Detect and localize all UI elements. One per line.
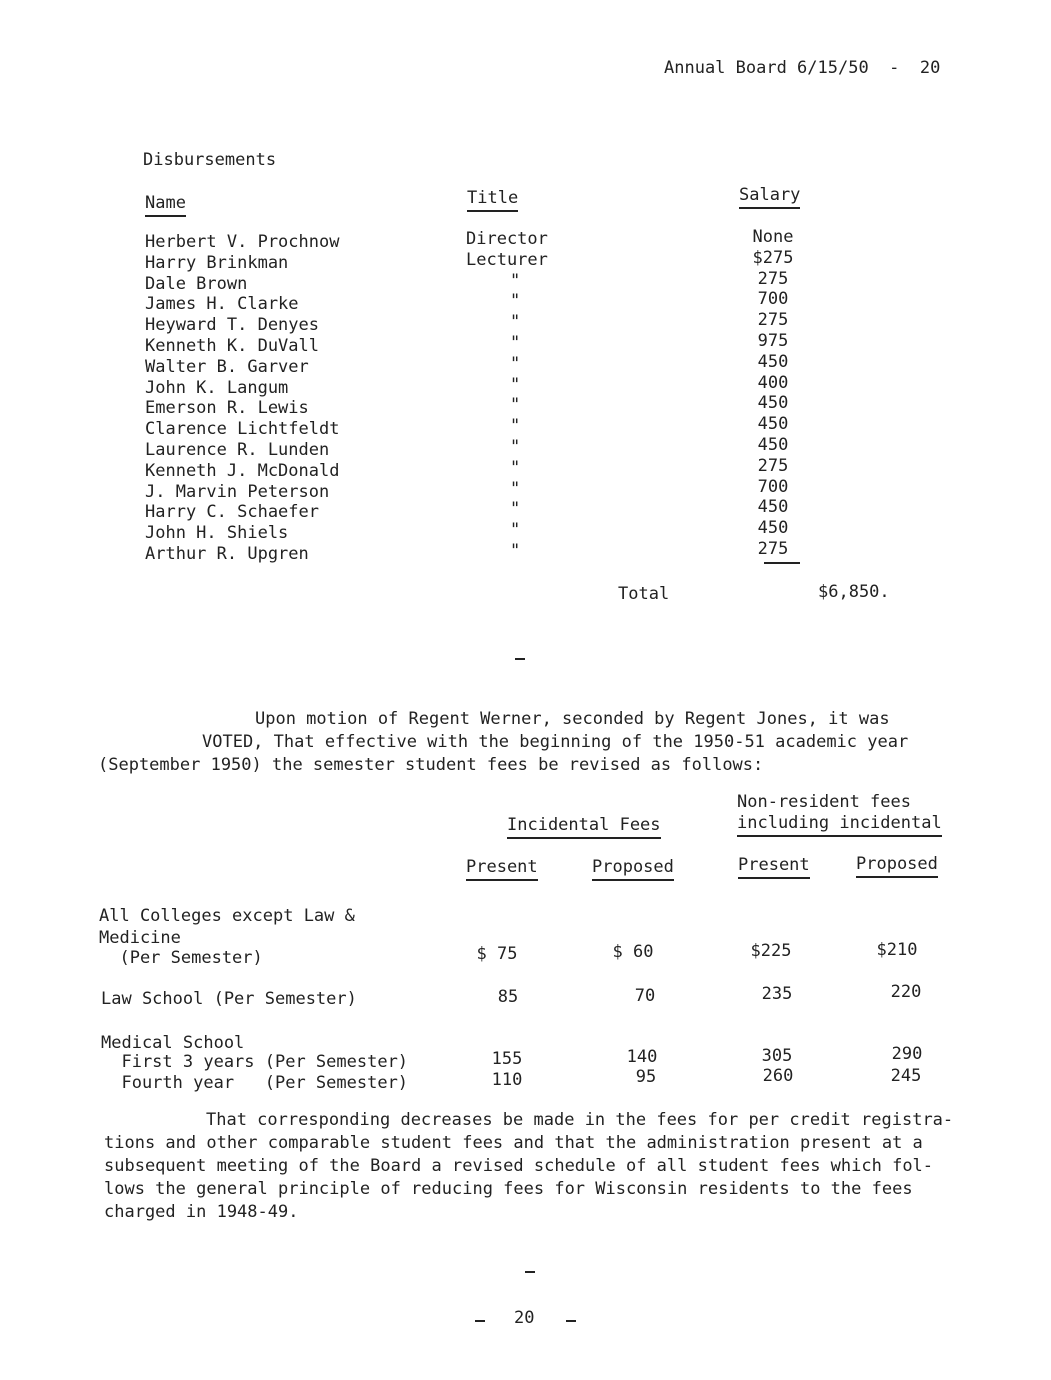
motion-line-3: (September 1950) the semester student fees be revised as follows: <box>98 755 764 775</box>
name-cell: Clarence Lichtfeldt <box>145 419 340 440</box>
ditto-cell: " <box>510 499 521 520</box>
name-cell: Heyward T. Denyes <box>145 315 319 336</box>
salary-cell: 450 <box>757 434 789 455</box>
ditto-cell: " <box>510 416 521 437</box>
sum-rule <box>764 562 800 564</box>
salary-cell: 275 <box>757 310 789 331</box>
ditto-cell: " <box>510 312 521 333</box>
motion-line-2: VOTED, That effective with the beginning of the 1950-51 academic year <box>202 732 909 752</box>
ditto-cell: " <box>510 291 521 312</box>
footer-dash-right <box>566 1320 576 1322</box>
ditto-cell: " <box>510 540 521 561</box>
row-label: Medical School <box>101 1033 245 1053</box>
titles-column <box>466 229 556 562</box>
salary-cell: 450 <box>757 393 789 414</box>
salary-cell: 275 <box>757 538 789 559</box>
row-label: Fourth year (Per Semester) <box>101 1073 409 1093</box>
fee-value: 220 <box>890 982 922 1002</box>
ditto-cell: " <box>510 353 521 374</box>
salary-cell: 975 <box>757 330 789 351</box>
ditto-cell: " <box>510 457 521 478</box>
ditto-cell: " <box>510 520 521 541</box>
name-cell: Laurence R. Lunden <box>145 439 330 460</box>
sub-present-2: Present <box>738 855 810 875</box>
name-cell: James H. Clarke <box>145 294 299 315</box>
motion-line-1: Upon motion of Regent Werner, seconded by Regent Jones, it was <box>255 709 890 729</box>
fee-value: 155 <box>491 1049 523 1069</box>
salary-cell: 700 <box>757 289 789 310</box>
closing-line-3: subsequent meeting of the Board a revised schedule of all student fees which fol- <box>104 1156 934 1176</box>
fee-value: 290 <box>891 1044 923 1064</box>
name-cell: Walter B. Garver <box>145 356 309 377</box>
page-number: 20 <box>514 1308 535 1328</box>
fee-value: 260 <box>762 1066 794 1086</box>
closing-line-2: tions and other comparable student fees and that the administration present at a <box>104 1133 923 1153</box>
ditto-cell: " <box>510 395 521 416</box>
names-column <box>145 232 339 565</box>
nonresident-header-2: including incidental <box>737 813 942 833</box>
page-header: Annual Board 6/15/50 - 20 <box>664 58 941 78</box>
fee-value: 235 <box>761 984 793 1004</box>
separator-dash <box>525 1271 535 1273</box>
salary-cell: 700 <box>757 476 789 497</box>
salary-cell: 450 <box>757 497 789 518</box>
fee-value: $ 75 <box>476 944 518 964</box>
closing-line-1: That corresponding decreases be made in the fees for per credit registra- <box>206 1110 954 1130</box>
incidental-header: Incidental Fees <box>507 815 661 835</box>
sub-present-1: Present <box>466 857 538 877</box>
fee-value: $210 <box>876 940 918 960</box>
salary-column <box>748 227 798 560</box>
salary-cell: 400 <box>757 372 789 393</box>
ditto-cell: " <box>510 332 521 353</box>
fee-value: $225 <box>750 941 792 961</box>
fee-value: 70 <box>634 986 656 1006</box>
name-cell: Harry C. Schaefer <box>145 502 319 523</box>
fee-value: 305 <box>761 1046 793 1066</box>
fee-value: 110 <box>491 1070 523 1090</box>
total-label: Total <box>618 584 670 604</box>
salary-cell: $275 <box>752 247 794 268</box>
salary-cell: 450 <box>757 518 789 539</box>
section-title: Disbursements <box>143 150 277 170</box>
separator-dash <box>515 658 525 660</box>
name-cell: Dale Brown <box>145 273 248 294</box>
name-cell: Kenneth K. DuVall <box>145 335 319 356</box>
row-label: (Per Semester) <box>99 948 263 968</box>
header-salary: Salary <box>739 185 800 205</box>
name-cell: John H. Shiels <box>145 523 289 544</box>
sub-proposed-1: Proposed <box>592 857 674 877</box>
fee-value: 140 <box>626 1047 658 1067</box>
row-label: Law School (Per Semester) <box>101 989 357 1009</box>
name-cell: Herbert V. Prochnow <box>145 232 340 252</box>
header-name: Name <box>145 193 186 213</box>
ditto-cell: " <box>510 270 521 291</box>
name-cell: Emerson R. Lewis <box>145 398 309 419</box>
ditto-cell: " <box>510 478 521 499</box>
fee-value: 85 <box>497 987 519 1007</box>
name-cell: J. Marvin Peterson <box>145 481 330 502</box>
name-cell: Arthur R. Upgren <box>145 543 309 564</box>
row-label: All Colleges except Law & <box>99 906 355 926</box>
salary-cell: 275 <box>757 455 789 476</box>
closing-line-4: lows the general principle of reducing fees for Wisconsin residents to the fees <box>104 1179 913 1199</box>
closing-line-5: charged in 1948-49. <box>104 1202 299 1222</box>
salary-cell: 275 <box>757 268 789 289</box>
name-cell: Harry Brinkman <box>145 252 289 273</box>
footer-dash-left <box>475 1320 485 1322</box>
title-cell: Lecturer <box>466 249 548 270</box>
salary-cell: 450 <box>757 414 789 435</box>
salary-cell: 450 <box>757 351 789 372</box>
fee-value: 95 <box>635 1067 657 1087</box>
name-cell: Kenneth J. McDonald <box>145 460 340 481</box>
name-cell: John K. Langum <box>145 377 289 398</box>
total-value: $6,850. <box>818 582 890 602</box>
nonresident-header-1: Non-resident fees <box>737 792 911 812</box>
sub-proposed-2: Proposed <box>856 854 938 874</box>
title-cell: Director <box>466 229 548 249</box>
ditto-cell: " <box>510 436 521 457</box>
header-title: Title <box>467 188 518 208</box>
salary-cell: None <box>752 227 794 247</box>
fee-value: 245 <box>890 1066 922 1086</box>
ditto-cell: " <box>510 374 521 395</box>
row-label: First 3 years (Per Semester) <box>101 1052 409 1072</box>
row-label: Medicine <box>99 928 181 948</box>
fee-value: $ 60 <box>612 942 654 962</box>
